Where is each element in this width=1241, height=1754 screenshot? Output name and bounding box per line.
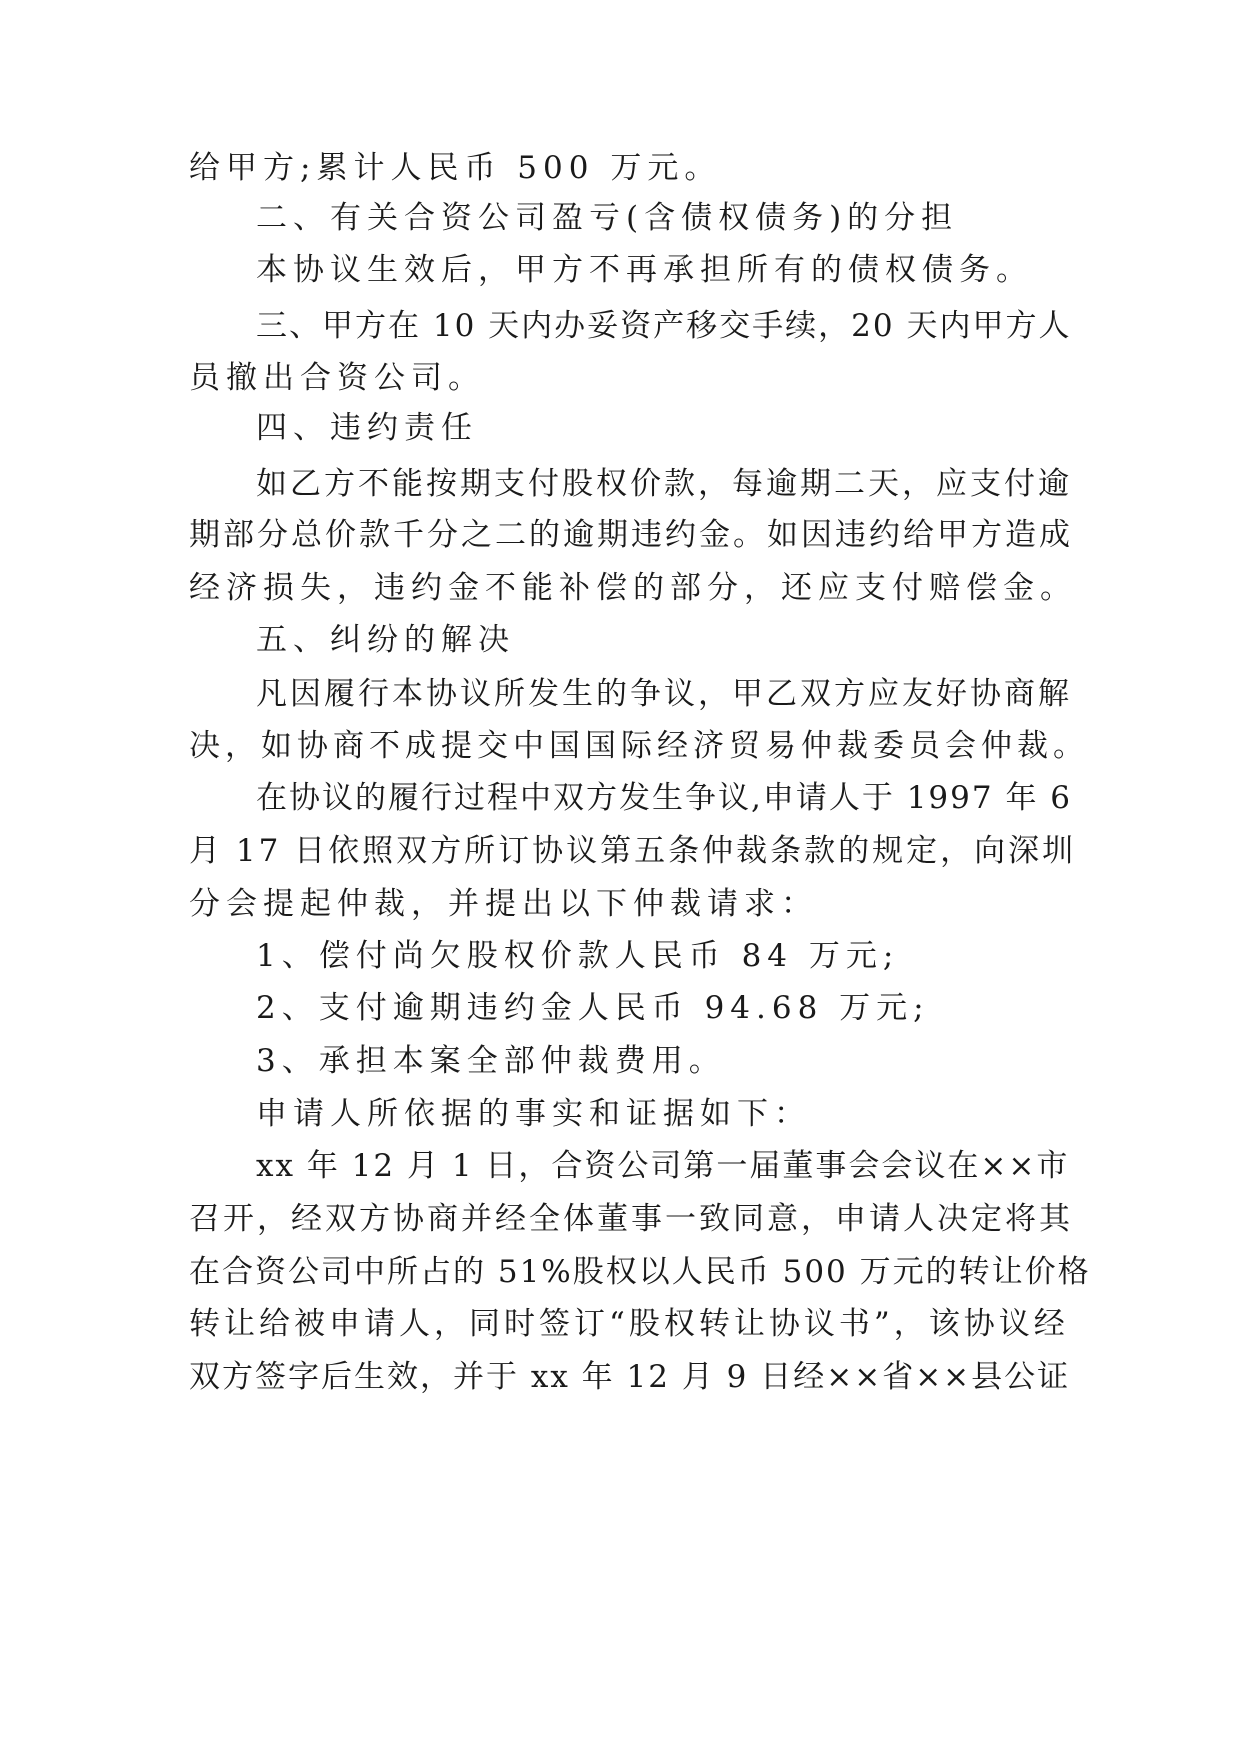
text-line-22: 在合资公司中所占的 51%股权以人民币 500 万元的转让价格 [189,1254,1091,1290]
text-line-11: 凡因履行本协议所发生的争议，甲乙双方应友好协商解 [256,676,1072,712]
text-line-5: 员撤出合资公司。 [189,360,485,396]
heading-dispute-resolution: 五、纠纷的解决 [256,622,515,658]
claim-item-1: 1、偿付尚欠股权价款人民币 84 万元; [256,938,900,974]
text-line-1: 给甲方;累计人民币 500 万元。 [189,150,722,186]
text-line-14: 月 17 日依照双方所订协议第五条仲裁条款的规定，向深圳 [189,833,1077,869]
text-line-3: 本协议生效后，甲方不再承担所有的债权债务。 [256,252,1033,288]
claim-item-2: 2、支付逾期违约金人民币 94.68 万元; [256,990,930,1026]
text-line-15: 分会提起仲裁，并提出以下仲裁请求： [189,886,818,922]
text-line-9: 经济损失，违约金不能补偿的部分，还应支付赔偿金。 [189,570,1077,606]
text-line-4: 三、甲方在 10 天内办妥资产移交手续，20 天内甲方人 [256,308,1072,344]
text-line-13: 在协议的履行过程中双方发生争议,申请人于 1997 年 6 [256,780,1073,816]
heading-breach-liability: 四、违约责任 [256,410,478,446]
text-line-21: 召开，经双方协商并经全体董事一致同意，申请人决定将其 [189,1201,1073,1237]
text-line-19: 申请人所依据的事实和证据如下： [256,1096,811,1132]
text-line-12: 决，如协商不成提交中国国际经济贸易仲裁委员会仲裁。 [189,728,1089,764]
text-line-8: 期部分总价款千分之二的逾期违约金。如因违约给甲方造成 [189,517,1073,553]
text-line-20: xx 年 12 月 1 日，合资公司第一届董事会会议在××市 [256,1148,1070,1184]
claim-item-3: 3、承担本案全部仲裁费用。 [256,1043,726,1079]
text-line-7: 如乙方不能按期支付股权价款，每逾期二天，应支付逾 [256,466,1072,502]
text-line-23: 转让给被申请人，同时签订“股权转让协议书”，该协议经 [189,1306,1069,1342]
heading-profit-loss: 二、有关合资公司盈亏(含债权债务)的分担 [256,200,959,236]
text-line-24: 双方签字后生效，并于 xx 年 12 月 9 日经××省××县公证 [189,1359,1071,1395]
